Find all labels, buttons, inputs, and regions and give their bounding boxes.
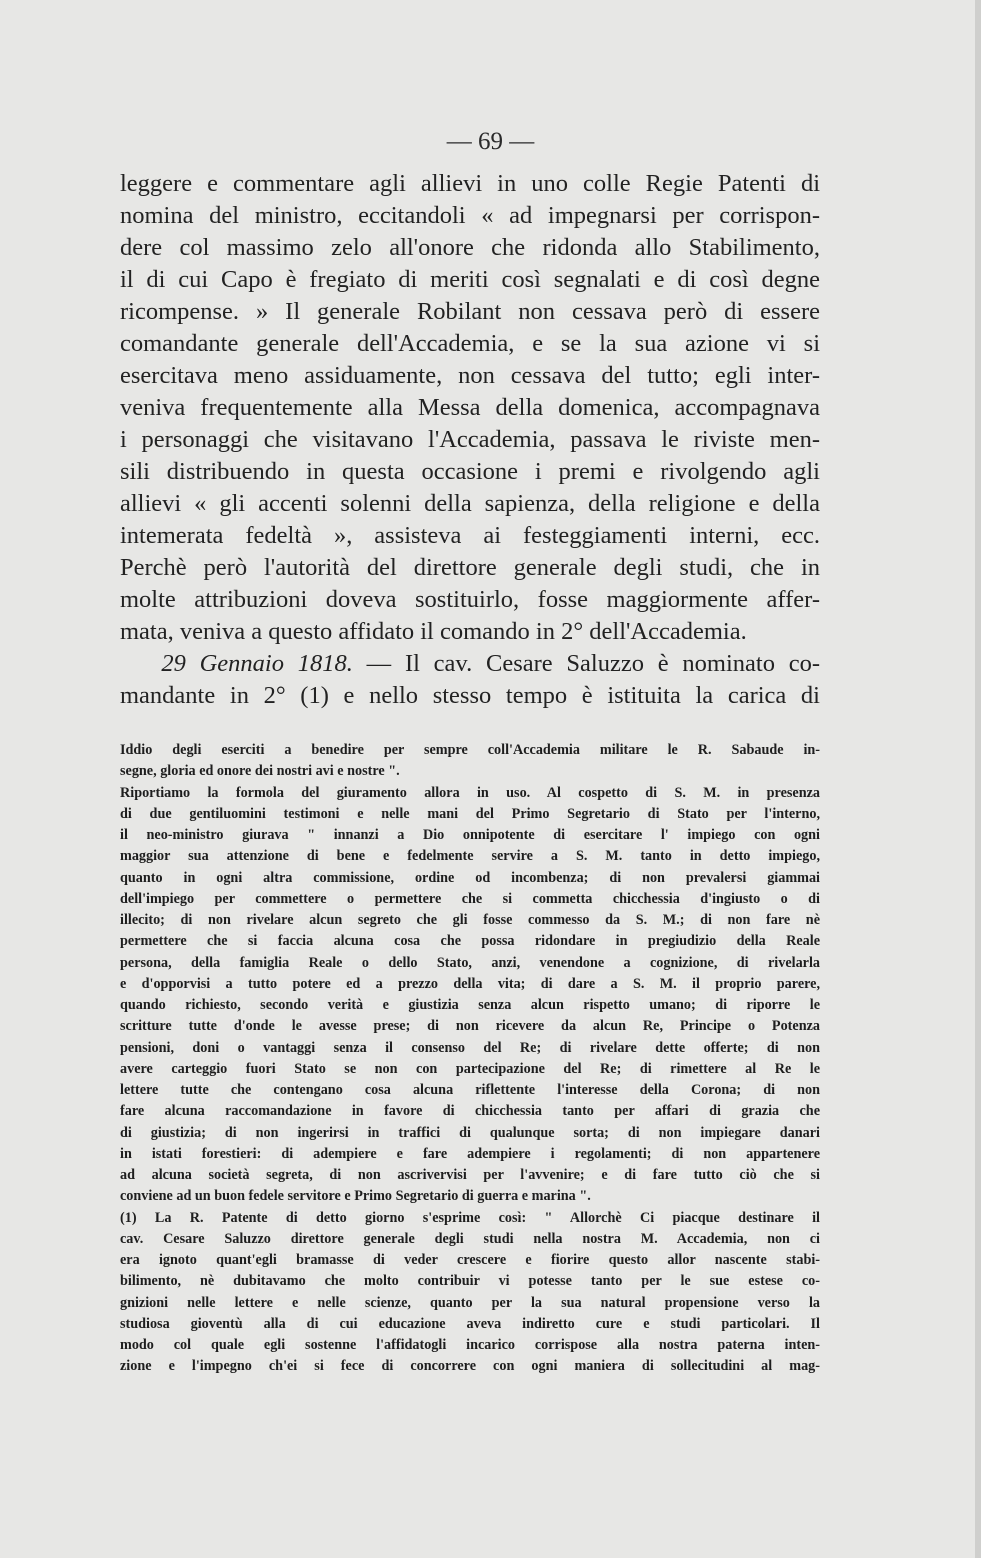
footnotes <box>120 740 820 1378</box>
text-line: veniva frequentemente alla Messa della domenica, accompagnava <box>120 394 820 421</box>
footnote-line: zione e l'impegno ch'ei si fece di concorrere con ogni maniera di sollecitudini al mag- <box>120 1358 820 1375</box>
text-line: comandante generale dell'Accademia, e se la sua azione vi si <box>120 330 820 357</box>
text-line: dere col massimo zelo all'onore che ridonda allo Stabilimento, <box>120 234 820 261</box>
footnote-line: permettere che si faccia alcuna cosa che possa ridondare in pregiudizio della Reale <box>120 933 820 950</box>
footnote-line: conviene ad un buon fedele servitore e Primo Segretario di guerra e marina ". <box>120 1188 591 1205</box>
text-line: esercitava meno assiduamente, non cessava del tutto; egli inter- <box>120 362 820 389</box>
footnote-line: bilimento, nè dubitavamo che molto contribuir vi potesse tanto per le sue estese co- <box>120 1273 820 1290</box>
text-line: leggere e commentare agli allievi in uno colle Regie Patenti di <box>120 170 820 197</box>
footnote-line: Iddio degli eserciti a benedire per sempre coll'Accademia militare le R. Sabaude in- <box>120 742 820 758</box>
text-line: intemerata fedeltà », assisteva ai festeggiamenti interni, ecc. <box>120 522 820 549</box>
text-line: nomina del ministro, eccitandoli « ad impegnarsi per corrispon- <box>120 202 820 229</box>
text-line: allievi « gli accenti solenni della sapienza, della religione e della <box>120 490 820 517</box>
text-line: i personaggi che visitavano l'Accademia, passava le riviste men- <box>120 426 820 453</box>
main-text <box>120 168 820 712</box>
footnote-line: dell'impiego per commettere o permettere che si commetta chicchessia d'ingiusto o di <box>120 890 820 907</box>
footnote-line: studiosa gioventù alla di cui educazione aveva indiretto cure e studi particolari. Il <box>120 1315 820 1332</box>
entry-text: — Il cav. Cesare Saluzzo è nominato co- <box>352 650 821 677</box>
page-number: — 69 — <box>446 128 535 155</box>
footnote-line: fare alcuna raccomandazione in favore di chicchessia tanto per affari di grazia che <box>120 1103 820 1120</box>
text-line: sili distribuendo in questa occasione i premi e rivolgendo agli <box>120 458 820 485</box>
text-line: ricompense. » Il generale Robilant non cessava però di essere <box>120 298 820 325</box>
footnote-line: era ignoto quant'egli bramasse di veder crescere e fiorire questo allor nascente stabi- <box>120 1252 820 1268</box>
footnote-line: ad alcuna società segreta, di non ascrivervisi per l'avvenire; e di fare tutto ciò che si <box>120 1167 820 1183</box>
text-line: mata, veniva a questo affidato il comando in 2° dell'Accademia. <box>120 618 747 645</box>
footnote-line: di giustizia; di non ingerirsi in traffici di qualunque sorta; di non impiegare danari <box>120 1124 820 1141</box>
footnote-line: pensioni, doni o vantaggi senza il consenso del Re; di rivelare dette offerte; di non <box>120 1039 820 1056</box>
footnote-line: quanto in ogni altra commissione, ordine od incombenza; di non prevalersi giammai <box>120 869 820 886</box>
footnote-line: gnizioni nelle lettere e nelle scienze, quanto per la sua natural propensione verso la <box>120 1294 820 1311</box>
footnote-line: (1) La R. Patente di detto giorno s'esprime così: " Allorchè Ci piacque destinare il <box>120 1209 820 1226</box>
footnote-line: di due gentiluomini testimoni e nelle mani del Primo Segretario di Stato per l'interno, <box>120 805 820 822</box>
page-edge <box>975 0 981 1558</box>
footnote-line: avere carteggio fuori Stato se non con partecipazione del Re; di rimettere al Re le <box>120 1060 820 1077</box>
text-line: mandante in 2° (1) e nello stesso tempo è istituita la carica di <box>120 682 820 709</box>
footnote-line: Riportiamo la formola del giuramento allora in uso. Al cospetto di S. M. in presenza <box>120 784 820 801</box>
footnote-line: lettere tutte che contengano cosa alcuna riflettente l'interesse della Corona; di non <box>120 1082 820 1098</box>
footnote-line: in istati forestieri: di adempiere e fare adempiere i regolamenti; di non appartenere <box>120 1145 820 1162</box>
footnote-line: segne, gloria ed onore dei nostri avi e nostre ". <box>120 763 400 780</box>
text-line: il di cui Capo è fregiato di meriti così segnalati e di così degne <box>120 266 820 293</box>
entry-date: 29 Gennaio 1818. <box>161 650 353 677</box>
text-line: Perchè però l'autorità del direttore generale degli studi, che in <box>120 554 820 581</box>
footnote-line: e d'opporvisi a tutto potere ed a prezzo della vita; di dare a S. M. il proprio parere, <box>120 975 820 992</box>
dated-entry-line <box>120 648 820 680</box>
text-line: molte attribuzioni doveva sostituirlo, fosse maggiormente affer- <box>120 586 820 613</box>
footnote-line: quando richiesto, secondo verità e giustizia senza alcun rispetto umano; di riporre le <box>120 997 820 1013</box>
footnote-line: cav. Cesare Saluzzo direttore generale degli studi nella nostra M. Accademia, non ci <box>120 1230 820 1247</box>
footnote-line: maggior sua attenzione di bene e fedelmente servire a S. M. tanto in detto impiego, <box>120 848 820 865</box>
footnote-line: scritture tutte d'onde le avesse prese; di non ricevere da alcun Re, Principe o Potenza <box>120 1018 820 1035</box>
footnote-line: persona, della famiglia Reale o dello Stato, anzi, venendone a cognizione, di rivelarla <box>120 954 820 971</box>
footnote-line: modo col quale egli sostenne l'affidatogli incarico corrispose alla nostra paterna inten- <box>120 1337 820 1353</box>
footnote-line: illecito; di non rivelare alcun segreto che gli fosse commesso da S. M.; di non fare nè <box>120 912 820 928</box>
footnote-line: il neo-ministro giurava " innanzi a Dio onnipotente di esercitare l' impiego con ogni <box>120 827 820 843</box>
